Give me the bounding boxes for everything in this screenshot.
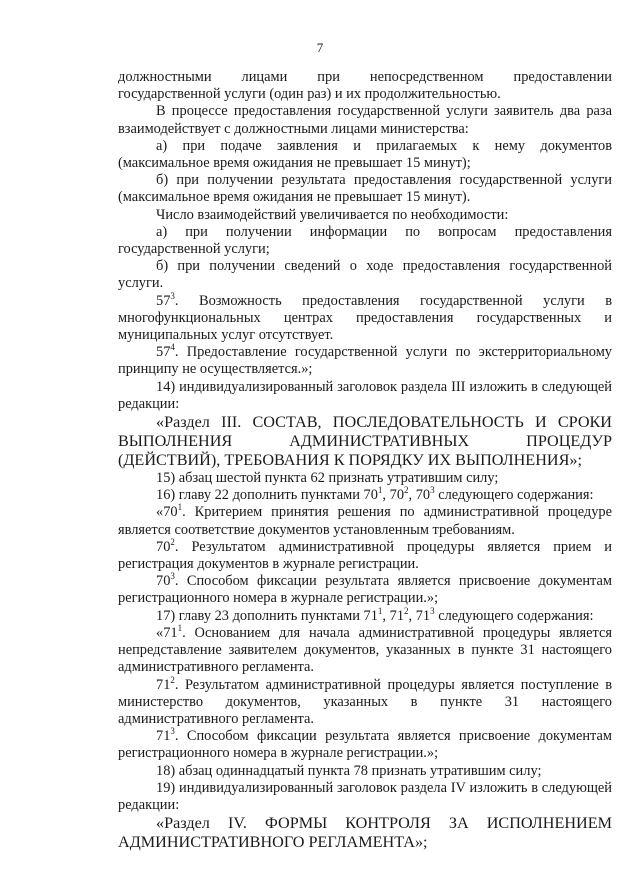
superscript: 4 xyxy=(170,342,175,353)
paragraph: а) при получении информации по вопросам предоставления государственной услуги; xyxy=(118,223,612,258)
clause-number: 57 xyxy=(156,292,171,309)
text-run: , 71 xyxy=(408,607,431,624)
paragraph: должностными лицами при непосредственном предоставлении государственной услуги (один раз) и их продолжительностью. xyxy=(118,69,612,103)
paragraph: 15) абзац шестой пункта 62 признать утратившим силу; xyxy=(156,470,499,487)
document-body xyxy=(118,69,612,852)
text-run: . Основанием для начала административной процедуры является непредставление заявителем документов, указанных в пункте 31 настоящего административного регламента. xyxy=(118,624,612,676)
paragraph xyxy=(118,605,612,625)
text-run: . Результатом административной процедуры является прием и регистрация документов в журнале регистрации. xyxy=(118,538,612,573)
superscript: 3 xyxy=(430,605,435,616)
paragraph: 14) индивидуализированный заголовок раздела III изложить в следующей редакции: xyxy=(118,378,612,412)
text-run: 71 xyxy=(156,728,171,745)
text-run: следующего содержания: xyxy=(434,487,594,504)
text-run: . Результатом административной процедуры является поступление в министерство документов, указанных в пункте 31 настоящего административного регламента. xyxy=(118,676,612,727)
paragraph-57-3 xyxy=(118,290,612,345)
text-run: , 71 xyxy=(382,607,405,624)
superscript: 1 xyxy=(177,623,183,634)
text-run: 16) главу 22 дополнить пунктами 70 xyxy=(156,487,378,504)
paragraph-71-1 xyxy=(118,625,612,677)
text-run: , 70 xyxy=(382,487,405,504)
superscript: 2 xyxy=(170,537,175,548)
text-run: 17) главу 23 дополнить пунктами 71 xyxy=(156,607,378,624)
superscript: 2 xyxy=(404,485,409,496)
paragraph: 19) индивидуализированный заголовок раздела IV изложить в следующей редакции: xyxy=(118,779,612,813)
paragraph: 18) абзац одиннадцатый пункта 78 признать утратившим силу; xyxy=(156,762,542,779)
clause-number: 57 xyxy=(156,344,171,361)
paragraph: б) при получении сведений о ходе предоставления государственной услуги. xyxy=(118,258,612,292)
superscript: 3 xyxy=(170,726,175,737)
paragraph-70-2 xyxy=(118,539,612,573)
superscript: 1 xyxy=(177,502,183,513)
paragraph-70-3 xyxy=(118,573,612,607)
text-run: 70 xyxy=(156,538,171,555)
text-run: . Критерием принятия решения по административной процедуре является соответствие документов установленным требованиям. xyxy=(118,504,612,538)
superscript: 2 xyxy=(404,605,409,616)
text-run: следующего содержания: xyxy=(434,607,594,624)
paragraph-71-3 xyxy=(118,728,612,762)
text-run: , 70 xyxy=(408,487,431,504)
superscript: 2 xyxy=(170,674,175,685)
superscript: 3 xyxy=(170,571,175,582)
text-run: «71 xyxy=(156,624,178,641)
clause-text: . Предоставление государственной услуги по экстерриториальному принципу не осуществляется.»; xyxy=(118,344,612,378)
text-run: . Способом фиксации результата является присвоение документам регистрационного номера в журнале регистрации.»; xyxy=(118,728,612,762)
superscript: 1 xyxy=(377,605,383,616)
text-run: 71 xyxy=(156,676,171,693)
text-run: . Способом фиксации результата является присвоение документам регистрационного номера в журнале регистрации.»; xyxy=(118,573,612,607)
paragraph-70-1 xyxy=(118,504,612,538)
page-number: 7 xyxy=(316,40,324,55)
paragraph-71-2 xyxy=(118,674,612,729)
text-run: «70 xyxy=(156,504,178,521)
paragraph xyxy=(118,487,612,504)
section-heading-3: «Раздел III. СОСТАВ, ПОСЛЕДОВАТЕЛЬНОСТЬ И СРОКИ ВЫПОЛНЕНИЯ АДМИНИСТРАТИВНЫХ ПРОЦЕДУР (ДЕЙСТВИЙ), ТРЕБОВАНИЯ К ПОРЯДКУ ИХ ВЫПОЛНЕНИЯ»; xyxy=(118,413,612,470)
clause-text: . Возможность предоставления государственной услуги в многофункциональных центрах предоставления государственных и муниципальных услуг отсутствует. xyxy=(118,292,612,344)
superscript: 3 xyxy=(430,485,435,496)
section-heading-4: «Раздел IV. ФОРМЫ КОНТРОЛЯ ЗА ИСПОЛНЕНИЕМ АДМИНИСТРАТИВНОГО РЕГЛАМЕНТА»; xyxy=(118,814,612,852)
paragraph: а) при подаче заявления и прилагаемых к нему документов (максимальное время ожидания не превышает 15 минут); xyxy=(118,137,612,172)
text-run: 70 xyxy=(156,573,171,590)
superscript: 3 xyxy=(170,290,175,301)
paragraph: б) при получении результата предоставления государственной услуги (максимальное время ожидания не превышает 15 минут). xyxy=(118,172,612,206)
paragraph: В процессе предоставления государственной услуги заявитель два раза взаимодействует с должностными лицами министерства: xyxy=(118,103,612,137)
superscript: 1 xyxy=(377,485,383,496)
paragraph: Число взаимодействий увеличивается по необходимости: xyxy=(156,206,509,223)
paragraph-57-4 xyxy=(118,344,612,378)
